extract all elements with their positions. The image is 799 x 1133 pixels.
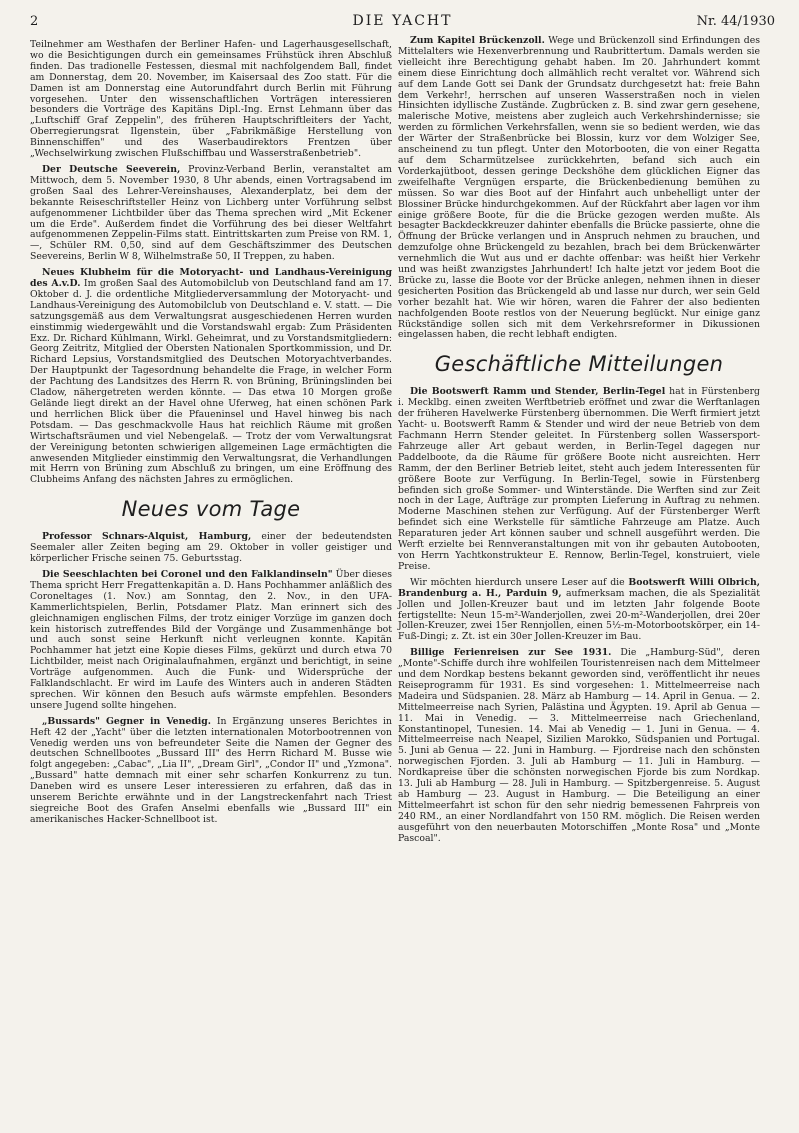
article-ferienreisen	[398, 648, 760, 844]
article-body: aufmerksam machen, die als Spezialität Jollen und Jollen-Kreuzer baut und im letzten Jahr folgende Boote fertigstellte: Neun 15-m²-Wanderjollen, zwei 20-m²-Wanderjollen, drei 20er Jollen-Kreuzer, zwei 15er Rennjollen, einen 5½-m-Motorbootskörper, ein 14-Fuß-Dingi; z. Zt. ist ein 30er Jollen-Kreuzer im Bau.	[398, 587, 760, 643]
article-heading: Zum Kapitel Brückenzoll.	[410, 35, 545, 46]
article-heading: Bootswerft Willi Olbrich, Brandenburg a. H., Parduin 9,	[398, 576, 760, 599]
article-continuation: Teilnehmer am Westhafen der Berliner Hafen- und Lagerhausgesellschaft, wo die Besichtigungen durch ein gemeinsames Frühstück ihren Abschluß finden. Das tradionelle Festessen, diesmal mit nachfolgendem Ball, findet am Donnerstag, dem 20. November, im Kaisersaal des Zoo statt. Für die Damen ist am Donnerstag eine Autorundfahrt durch Berlin mit Führung vorgesehen. Unter den wissenschaftlichen Vorträgen interessieren besonders die Vorträge des Kapitäns Dipl.-Ing. Ernst Lehmann über das „Luftschiff Graf Zeppelin", des früheren Hauptschriftleiters der Yacht, Oberregierungsrat Ilgenstein, über „Fabrikmäßige Herstellung von Binnenschiffen" und des Waserbaudirektors Frentzen über „Wechselwirkung zwischen Flußschiffbau und Wasserstraßenbetrieb".	[30, 39, 392, 160]
article-seeverein	[30, 165, 392, 263]
article-heading: Die Seeschlachten bei Coronel und den Falklandinseln"	[42, 568, 333, 580]
section-title-news: Neues vom Tage	[121, 497, 301, 522]
left-column	[30, 40, 392, 831]
article-brueckenzoll	[398, 36, 760, 341]
article-body: Im großen Saal des Automobilclub von Deutschland fand am 17. Oktober d. J. die ordentliche Mitgliederversammlung der Motoryacht- und Landhaus-Vereinigung des Automobilclub von Deutschland e. V. statt. — Die satzungsgemäß aus dem Verwaltungsrat ausgeschiedenen Herren wurden einstimmig wiedergewählt und die Vorstandswahl ergab: Zum Präsidenten Exz. Dr. Richard Kühlmann, Wirkl. Geheimrat, und zu Vorstandsmitgliedern: Georg Zeitritz, Mitglied der Obersten Nationalen Sportkommission, und Dr. Richard Lepsius, Vorstandsmitglied des Deutschen Motoryachtverbandes. Der Hauptpunkt der Tagesordnung behandelte die Frage, in welcher Form der Pachtung des Landsitzes des Herrn R. von Brüning, Brüningslinden bei Cladow, nähergetreten werden könnte. — Das etwa 10 Morgen große Gelände liegt direkt an der Havel ohne Uferweg, hat einen schönen Park und herrlichen Blick über die Pfaueninsel und Havel hinweg bis nach Potsdam. — Das geschmackvolle Haus hat reichlich Räume mit großen Wirtschaftsräumen und viel Nebengelaß. — Trotz der vom Verwaltungsrat der Vereinigung betonten schwierigen allgemeinen Lage ermächtigten die anwesenden Mitglieder einstimmig den Verwaltungsrat, die Verhandlungen mit Herrn von Brüning zum Abschluß zu bringen, um eine Eröffnung des Clubheims Anfang des nächsten Jahres zu ermöglichen.	[30, 278, 392, 486]
article-klubheim	[30, 268, 392, 486]
article-body: Provinz-Verband Berlin, veranstaltet am Mittwoch, dem 5. November 1930, 8 Uhr abends, einen Vortragsabend im großen Saal des Lehrer-Vereinshauses, Alexanderplatz, bei dem der bekannte Reiseschriftsteller Heinz von Lichberg unter Vorführung selbst aufgenommener Lichtbilder über das Thema sprechen wird „Mit Eckener um die Erde". Außerdem findet die Vorführung des bei dieser Weltfahrt aufgenommenen Zeppelin-Films statt. Eintrittskarten zum Preise von RM. 1,—, Schüler RM. 0,50, sind auf dem Geschäftszimmer des Deutschen Seevereins, Berlin W 8, Wilhelmstraße 50, II Treppen, zu haben.	[30, 163, 392, 263]
article-body: Die „Hamburg-Süd", deren „Monte"-Schiffe durch ihre wohlfeilen Touristenreisen nach dem Mittelmeer und dem Nordkap bestens bekannt geworden sind, veröffentlicht ihr neues Reiseprogramm für 1931. Es sind vorgesehen: 1. Mittelmeerreise nach Madeira und Südspanien. 28. März ab Hamburg — 14. April in Genua. — 2. Mittelmeerreise nach Syrien, Palästina und Ägypten. 19. April ab Genua — 11. Mai in Venedig. — 3. Mittelmeerreise nach Griechenland, Konstantinopel, Tunesien. 14. Mai ab Venedig — 1. Juni in Genua. — 4. Mittelmeerreise nach Neapel, Sizilien Marokko, Südspanien und Portugal. 5. Juni ab Genua — 22. Juni in Hamburg. — Fjordreise nach den schönsten norwegischen Fjorden. 3. Juli ab Hamburg — 11. Juli in Hamburg. — Nordkapreise über die schönsten norwegischen Fjorde bis zum Nordkap. 13. Juli ab Hamburg — 28. Juli in Hamburg. — Spitzbergenreise. 5. August ab Hamburg — 23. August in Hamburg. — Die Beteiligung an einer Mittelmeerfahrt ist schon für den sehr niedrig bemessenen Fahrpreis von 240 RM., an einer Nordlandfahrt von 150 RM. möglich. Die Reisen werden ausgeführt von den neuerbauten Motorschiffen „Monte Rosa" und „Monte Pascoal".	[398, 647, 760, 844]
right-column	[398, 36, 760, 850]
article-body: hat in Fürstenberg i. Mecklbg. einen zweiten Werftbetrieb eröffnet und zwar die Werftanlagen der früheren Havelwerke Fürstenberg übernommen. Die Werft firmiert jetzt Yacht- u. Bootswerft Ramm & Stender und wird der neue Betrieb von dem Fachmann Herrn Stender geleitet. In Fürstenberg sollen Wassersport-Fahrzeuge aller Art gebaut werden, in Berlin-Tegel dagegen nur Paddelboote, da die Räume für größere Boote nicht ausreichten. Herr Ramm, der den Berliner Betrieb leitet, steht auch jedem Interessenten für größere Boote zur Verfügung. In Berlin-Tegel, sowie in Fürstenberg befinden sich große Sommer- und Winterstände. Die Werften sind zur Zeit noch in der Lage, Aufträge zur prompten Lieferung in Auftrag zu nehmen. Moderne Maschinen stehen zur Verfügung. Auf der Fürstenberger Werft befindet sich eine Werkstelle für sämtliche Fahrzeuge am Platze. Auch Reparaturen jeder Art können sauber und schnell ausgeführt werden. Die Werft erzielte bei Rennveranstaltungen mit von ihr gebauten Autobooten, von Herrn Yachtkonstrukteur E. Rennow, Berlin-Tegel, konstruiert, viele Preise.	[398, 386, 760, 572]
article-body: einer der bedeutendsten Seemaler aller Zeiten beging am 29. Oktober in voller geistiger und körperlicher Frische seinen 75. Geburtsstag.	[30, 531, 392, 565]
article-heading: Billige Ferienreisen zur See 1931.	[410, 647, 612, 659]
magazine-title: DIE YACHT	[352, 13, 453, 29]
article-body: In Ergänzung unseres Berichtes in Heft 42 der „Yacht" über die letzten internationalen Motorbootrennen von Venedig werden uns von befreundeter Seite die Namen der Gegner des deutschen Schnellbootes „Bussard III" des Herrn Richard M. Busse wie folgt angegeben: „Cabac", „Lia II", „Dream Girl", „Condor II" und „Yzmona". „Bussard" hatte demnach mit einer sehr scharfen Konkurrenz zu tun. Daneben wird es unsere Leser interessieren zu erfahren, daß das in unserem Berichte erwähnte und in der Langstreckenfahrt nach Triest siegreiche Boot des Grafen Anselmi ebenfalls wie „Bussard III" ein amerikanisches Hacker-Schnellboot ist.	[30, 715, 392, 825]
issue-number: Nr. 44/1930	[696, 14, 775, 29]
page-header	[30, 14, 775, 34]
section-title-business: Geschäftliche Mitteilungen	[434, 352, 724, 377]
article-intro: Wir möchten hierdurch unsere Leser auf die	[410, 576, 629, 588]
article-seeschlachten	[30, 570, 392, 712]
article-schnars-alquist	[30, 532, 392, 565]
article-ramm-stender	[398, 387, 760, 572]
article-heading: Professor Schnars-Alquist, Hamburg,	[42, 531, 252, 543]
article-bussard	[30, 717, 392, 826]
article-heading: „Bussards" Gegner in Venedig.	[42, 715, 212, 727]
article-olbrich	[398, 578, 760, 643]
article-heading: Neues Klubheim für die Motoryacht- und Landhaus-Vereinigung des A.v.D.	[30, 267, 392, 290]
article-body: Über dieses Thema spricht Herr Fregattenkapitän a. D. Hans Pochhammer anläßlich des Coroneltages (1. Nov.) am Sonntag, den 2. Nov., in den UFA-Kammerlichtspielen, Berlin, Potsdamer Platz. Man erinnert sich des gleichnamigen englischen Films, der trotz einiger Vorzüge im ganzen doch kein historisch zutreffendes Bild der Vorgänge und Zusammenhänge bot und auch sonst seine Herkunft nicht verleugnen konnte. Kapitän Pochhammer hat jetzt eine Kopie dieses Films, gekürzt und durch etwa 70 Lichtbilder, meist nach Originalaufnahmen, ergänzt und berichtigt, in seine Vorträge aufgenommen. Auch die Funk- und Widersprüche der Falklandschlacht. Er wird im Laufe des Winters auch in anderen Städten sprechen. Wir können den Besuch aufs wärmste empfehlen. Besonders unsere Jugend sollte hingehen.	[30, 568, 392, 711]
page-number: 2	[30, 14, 39, 29]
article-heading: Die Bootswerft Ramm und Stender, Berlin-Tegel	[410, 386, 666, 398]
article-body: Wege und Brückenzoll sind Erfindungen des Mittelalters wie Hexenverbrennung und Raubrittertum. Damals werden sie vielleicht ihre Berechtigung gehabt haben. Im 20. Jahrhundert kommt einem diese Einrichtung doch allmählich recht veraltet vor. Während sich auf dem Lande Gott sei Dank der Grundsatz durchgesetzt hat: freie Bahn dem Verkehr!, herrschen auf unseren Wasserstraßen noch in vielen Hinsichten idyllische Zustände. Zugbrücken z. B. sind zwar gern gesehene, malerische Motive, meistens aber zugleich auch Verkehrshindernisse; sie werden zu förmlichen Verkehrsfallen, wenn sie so bedient werden, wie das der Wärter der Straßenbrücke bei Blossin, kurz vor dem Wolziger See, anscheinend zu tun pflegt. Unter den Motorbooten, die von einer Regatta auf dem Scharmützelsee zurückkehrten, befand sich auch ein Vorderkajütboot, dessen geringe Deckshöhe dem glücklichen Eigner das zweifelhafte Vergnügen ersparte, die Brückenbedienung bemühen zu müssen. So war dies Boot auf der Hinfahrt auch unbehelligt unter der Blossiner Brücke hindurchgekommen. Auf der Rückfahrt aber lagen vor ihm einige größere Boote, für die die Brücke gezogen werden mußte. Als besagter Backdeckkreuzer dahinter ebenfalls die Brücke passierte, ohne die Öffnung der Brücke verlangen und in Anspruch nehmen zu brauchen, und demzufolge ohne Brückengeld zu bezahlen, brach bei dem Brückenwärter vernehmlich die Wut aus und er dachte offenbar: was heißt hier Verkehr und was heißt zwanzigstes Jahrhundert! Ich halte jetzt vor jedem Boot die Brücke zu, lasse die Boote vor der Brücke anlegen, nehmen ihnen in dieser gesicherten Position das Brückengeld ab und lasse nur durch, wer sein Geld vorher bezahlt hat. Wie wir hören, waren die Fahrer der also bedienten nachfolgenden Boote restlos von der Neuerung beglückt. Nur einige ganz Rückständige sollen sich mit dem Verkehrsreformer in Dikussionen eingelassen haben, die recht lebhaft endigten.	[398, 35, 761, 341]
article-heading: Der Deutsche Seeverein,	[42, 163, 181, 175]
